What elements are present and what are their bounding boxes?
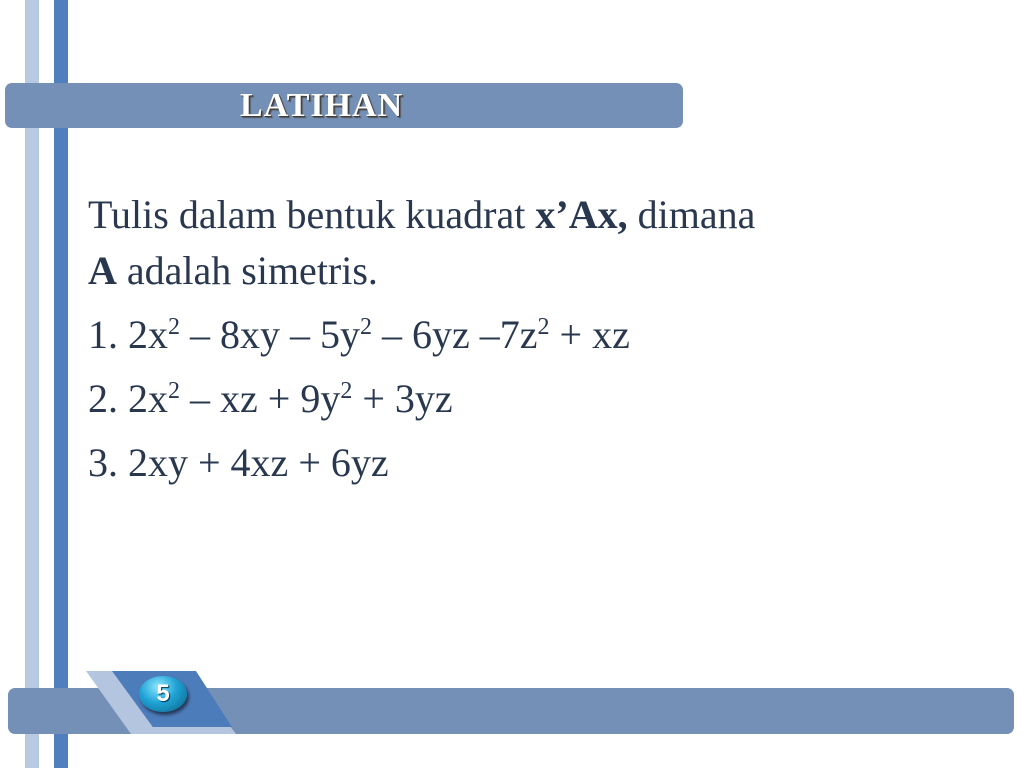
item-term: + xz [549,312,630,357]
item-term: – 8xy – 5y [180,312,360,357]
exercise-item-3 [88,436,389,490]
item-exponent: 2 [360,314,372,340]
slide-title: LATIHAN [240,87,404,124]
item-term: 2xy + 4xz + 6yz [118,440,389,485]
exercise-item-1 [88,308,630,362]
intro-line-1 [88,188,755,242]
item-term: 2x [118,376,168,421]
intro-rest: adalah simetris. [116,248,378,293]
matrix-symbol: A [88,248,117,293]
intro-suffix: dimana [627,192,756,237]
item-number: 3. [88,440,118,485]
item-exponent: 2 [340,378,353,404]
item-exponent: 2 [168,378,180,404]
item-term: – xz + 9y [180,376,341,421]
item-number: 2. [88,376,118,421]
intro-formula: x’Ax, [535,192,628,237]
exercise-item-2 [88,372,453,426]
item-term: – 6yz –7z [372,312,538,357]
intro-prefix: Tulis dalam bentuk kuadrat [88,192,536,237]
item-number: 1. [88,312,118,357]
item-exponent: 2 [168,314,180,340]
item-term: + 3yz [352,376,453,421]
page-number-badge [139,676,187,712]
item-exponent: 2 [537,314,550,340]
intro-line-2 [88,244,378,298]
page-number: 5 [156,680,170,707]
item-term: 2x [118,312,168,357]
